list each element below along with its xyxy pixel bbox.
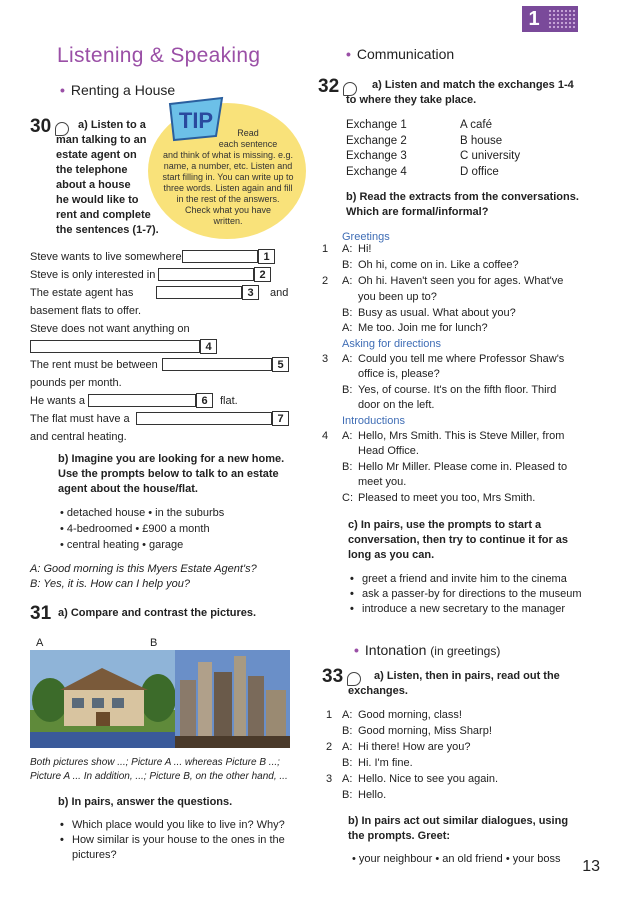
picture-b-label: B: [150, 637, 158, 649]
exercise-32-number: 32: [318, 76, 340, 97]
conv-1-number: 1: [322, 243, 329, 255]
speaker: B:: [342, 259, 353, 271]
line: Good morning, Miss Sharp!: [358, 725, 492, 737]
prompt-item: • introduce a new secretary to the manager: [350, 602, 610, 617]
gap-1-number: 1: [258, 249, 275, 264]
ex32c-instruction: c) In pairs, use the prompts to start a: [348, 519, 542, 531]
question-item-cont: pictures?: [72, 849, 117, 861]
line: Yes, of course. It's on the fifth floor. Third: [358, 384, 557, 396]
ex30b-dialogue: A: Good morning is this Myers Estate Agent's?: [30, 563, 257, 575]
ex30-instruction-line: he would like to: [56, 194, 139, 206]
speaker: A:: [342, 275, 353, 287]
communication-heading: • Communication: [346, 46, 455, 62]
intonation-subtitle: (in greetings): [430, 644, 501, 658]
question-item: • How similar is your house to the ones in the: [60, 833, 300, 848]
greetings-label: Greetings: [342, 231, 390, 243]
speaker: B:: [342, 461, 353, 473]
ex30-instruction-line: estate agent on: [56, 149, 137, 161]
ex32b-instruction: b) Read the extracts from the conversations.: [346, 191, 579, 203]
line: Pleased to meet you too, Mrs Smith.: [358, 492, 536, 504]
conv-number: 3: [326, 773, 333, 785]
gap-5-number: 5: [272, 357, 289, 372]
ex30-instruction-line: the telephone: [56, 164, 128, 176]
tip-text: Read each sentence and think of what is missing. e.g. name, a number, etc. Listen and start filling in. You can write up to three words. Listen again and fill in the rest of the answers. Check what you have written.: [162, 128, 294, 226]
line: Hello. Nice to see you again.: [358, 773, 499, 785]
line: Hello, Mrs Smith. This is Steve Miller, from: [358, 430, 565, 442]
speaker: A:: [342, 709, 353, 721]
line: Busy as usual. What about you?: [358, 307, 516, 319]
gap-7-number: 7: [272, 411, 289, 426]
line: Me too. Join me for lunch?: [358, 322, 488, 334]
line: Oh hi. Haven't seen you for ages. What've: [358, 275, 564, 287]
line: Hi there! How are you?: [358, 741, 471, 753]
ex30b-prompt: • 4-bedroomed • £900 a month: [60, 523, 210, 535]
ex30b-instruction: agent about the house/flat.: [58, 483, 198, 495]
line: Hi!: [358, 243, 372, 255]
picture-a-house: [30, 650, 176, 748]
ex32b-instruction: Which are formal/informal?: [346, 206, 489, 218]
picture-b-city: [175, 650, 290, 748]
section-subtitle: • Renting a House: [60, 82, 176, 98]
conv-number: 1: [326, 709, 333, 721]
gap-4-number: 4: [200, 339, 217, 354]
sentence-3-and: and: [270, 287, 289, 299]
gap-2-input[interactable]: [158, 268, 254, 281]
ex30b-dialogue: B: Yes, it is. How can I help you?: [30, 578, 190, 590]
speaker: C:: [342, 492, 353, 504]
gap-2-number: 2: [254, 267, 271, 282]
speaker: A:: [342, 322, 353, 334]
intonation-heading: • Intonation (in greetings): [354, 642, 501, 658]
ex33b-prompts: • your neighbour • an old friend • your boss: [352, 853, 561, 865]
sentence-3: The estate agent has: [30, 287, 134, 299]
ex30b-prompt: • central heating • garage: [60, 539, 184, 551]
exercise-31-number: 31: [30, 603, 52, 624]
speaker: A:: [342, 741, 353, 753]
place-list: A café B house C university D office: [460, 119, 521, 178]
ex30-instruction-line: about a house: [56, 179, 131, 191]
sentence-3-end: basement flats to offer.: [30, 305, 142, 317]
gap-3-number: 3: [242, 285, 259, 300]
speaker: A:: [342, 430, 353, 442]
picture-a-label: A: [36, 637, 44, 649]
sentence-5: The rent must be between: [30, 359, 158, 371]
prompt-item: • greet a friend and invite him to the cinema: [350, 572, 610, 587]
speaker: A:: [342, 353, 353, 365]
ex33-instruction: exchanges.: [348, 685, 408, 697]
exchange-list: Exchange 1 Exchange 2 Exchange 3 Exchange 4: [346, 119, 407, 178]
conv-number: 2: [326, 741, 333, 753]
speaker: B:: [342, 789, 353, 801]
speaker: B:: [342, 725, 353, 737]
sentence-7: The flat must have a: [30, 413, 130, 425]
gap-3-input[interactable]: [156, 286, 242, 299]
sentence-4: Steve does not want anything on: [30, 323, 190, 335]
ex32-instruction: a) Listen and match the exchanges 1-4: [372, 79, 574, 91]
page-number: 13: [582, 858, 600, 875]
ex32-instruction: to where they take place.: [346, 94, 477, 106]
ex30b-instruction: b) Imagine you are looking for a new home.: [58, 453, 285, 465]
ex30b-prompt: • detached house • in the suburbs: [60, 507, 225, 519]
ex31-caption: Both pictures show ...; Picture A ... whereas Picture B ...; Picture A ... In addition, ...; Picture B, on the other hand, ...: [30, 757, 288, 782]
line: Hi. I'm fine.: [358, 757, 413, 769]
unit-number: 1: [522, 6, 546, 32]
speaker: A:: [342, 773, 353, 785]
unit-badge-dots: [548, 9, 576, 29]
gap-5-input[interactable]: [162, 358, 272, 371]
ex31-instruction: a) Compare and contrast the pictures.: [58, 607, 257, 619]
conv-2-number: 2: [322, 275, 329, 287]
ex30b-instruction: Use the prompts below to talk to an estate: [58, 468, 279, 480]
gap-6-number: 6: [196, 393, 213, 408]
line: Oh hi, come on in. Like a coffee?: [358, 259, 519, 271]
gap-4-input[interactable]: [30, 340, 200, 353]
line: you been up to?: [358, 291, 437, 303]
line: Could you tell me where Professor Shaw's: [358, 353, 565, 365]
ex30-instruction-line: man talking to an: [56, 134, 147, 146]
ex30-instruction-line: the sentences (1-7).: [56, 224, 159, 236]
asking-directions-label: Asking for directions: [342, 338, 442, 350]
line: Hello.: [358, 789, 387, 801]
sentence-2: Steve is only interested in: [30, 269, 156, 281]
ex32c-instruction: conversation, then try to continue it for as: [348, 534, 569, 546]
exercise-33-number: 33: [322, 666, 344, 687]
speaker: B:: [342, 757, 353, 769]
ex31b-instruction: b) In pairs, answer the questions.: [58, 796, 233, 808]
prompt-item: • ask a passer-by for directions to the museum: [350, 587, 610, 602]
ex33b-instruction: the prompts. Greet:: [348, 830, 451, 842]
line: Head Office.: [358, 445, 419, 457]
ex32c-prompts: [350, 572, 610, 617]
line: Hello Mr Miller. Please come in. Pleased to: [358, 461, 568, 473]
speaker: A:: [342, 243, 353, 255]
tip-label: TIP: [178, 108, 214, 133]
sentence-6-end: flat.: [220, 395, 238, 407]
conv-3-number: 3: [322, 353, 329, 365]
ex31b-questions: [60, 818, 300, 863]
line: Good morning, class!: [358, 709, 462, 721]
question-item: • Which place would you like to live in? Why?: [60, 818, 300, 833]
introductions-label: Introductions: [342, 415, 405, 427]
gap-7-input[interactable]: [136, 412, 272, 425]
sentence-5-end: pounds per month.: [30, 377, 122, 389]
ex32c-instruction: long as you can.: [348, 549, 435, 561]
line: office is, please?: [358, 368, 440, 380]
exercise-30-number: 30: [30, 116, 52, 137]
section-title: Listening & Speaking: [57, 44, 261, 67]
gap-6-input[interactable]: [88, 394, 196, 407]
sentence-7-end: and central heating.: [30, 431, 127, 443]
speaker: B:: [342, 384, 353, 396]
ex33b-instruction: b) In pairs act out similar dialogues, using: [348, 815, 569, 827]
comparison-pictures: [30, 650, 290, 748]
sentence-6: He wants a: [30, 395, 86, 407]
ex30-instruction-line: rent and complete: [56, 209, 151, 221]
ex30-instruction-line: a) Listen to a: [78, 119, 146, 131]
ex33-instruction: a) Listen, then in pairs, read out the: [374, 670, 560, 682]
sentence-1: Steve wants to live somewhere: [30, 251, 182, 263]
line: door on the left.: [358, 399, 435, 411]
gap-1-input[interactable]: [182, 250, 258, 263]
speaker: B:: [342, 307, 353, 319]
line: meet you.: [358, 476, 407, 488]
conv-4-number: 4: [322, 430, 329, 442]
